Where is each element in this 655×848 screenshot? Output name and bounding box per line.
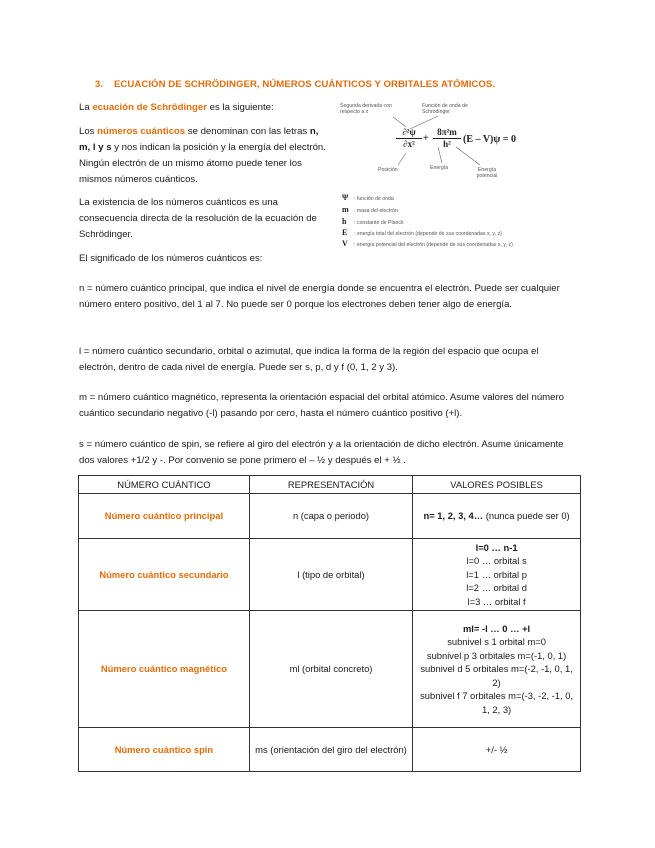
table-row [79, 611, 581, 728]
row-name: Número cuántico secundario [79, 539, 250, 611]
schrodinger-equation-figure: Segunda derivada con respecto a x Función de onda de Schrödinger ∂²ψ ∂x² + 8π²m h² (E – V)ψ = 0 Posición Energía Energía potencial Ψ : función de onda m : masa del electrón h : constante de Planck E : energía total del electrón (depende de sus coordenadas x, y, z) V : energía potencial del electrón (depende de sus coordenadas x, y, z) [338, 101, 570, 253]
label-second-derivative: Segunda derivada con respecto a x [340, 103, 392, 115]
legend-h: h : constante de Planck [342, 217, 404, 226]
legend-v: V : energía potencial del electrón (depende de sus coordenadas x, y, z) [342, 239, 513, 248]
schrodinger-link-text: ecuación de Schrödinger [92, 102, 207, 113]
header-quantum-number: NÚMERO CUÁNTICO [79, 476, 250, 494]
row-values: n= 1, 2, 3, 4… (nunca puede ser 0) [413, 494, 581, 539]
table-row [79, 728, 581, 772]
label-energy: Energía [430, 165, 449, 171]
label-position: Posición [378, 167, 398, 173]
row-values: +/- ½ [413, 728, 581, 772]
header-possible-values: VALORES POSIBLES [413, 476, 581, 494]
quantum-numbers-highlight: números cuánticos [97, 126, 186, 137]
equation-coefficient: 8π²m h² [433, 127, 461, 149]
table-row [79, 539, 581, 611]
table-header-row [79, 476, 581, 494]
row-representation: ml (orbital concreto) [249, 611, 412, 728]
row-name: Número cuántico spin [79, 728, 250, 772]
quantum-numbers-paragraph: Los números cuánticos se denominan con las letras n, m, l y s y nos indican la posición y la energía del electrón. Ningún electrón de un mismo átomo puede tener los mismos números cuánticos. [79, 126, 326, 185]
definition-m: m = número cuántico magnético, representa la orientación espacial del orbital atómico. Asume valores del número cuántico secundario negativo (-l) pasando por cero, hasta el número cuántico positivo (+l). [79, 392, 565, 419]
equation-rest: (E – V)ψ = 0 [463, 134, 516, 145]
row-name: Número cuántico magnético [79, 611, 250, 728]
definition-l: l = número cuántico secundario, orbital o azimutal, que indica la forma de la región del espacio que ocupa el electrón, dentro de cada nivel de energía. Puede ser s, p, d y f (0, 1, 2 y 3). [79, 346, 539, 373]
section-title: ECUACIÓN DE SCHRÖDINGER, NÚMEROS CUÁNTICOS Y ORBITALES ATÓMICOS. [113, 79, 496, 90]
row-values: ml= -l … 0 … +l subnivel s 1 orbital m=0 subnivel p 3 orbitales m=(-1, 0, 1) subnivel d 5 orbitales m=(-2, -1, 0, 1, 2) subnivel f 7 orbitales m=(-3, -2, -1, 0, 1, 2, 3) [413, 611, 581, 728]
row-representation: l (tipo de orbital) [249, 539, 412, 611]
row-name: Número cuántico principal [79, 494, 250, 539]
equation-lhs: ∂²ψ ∂x² [396, 127, 422, 149]
meaning-intro: El significado de los números cuánticos es: [79, 253, 263, 264]
label-wave-function: Función de onda de Schrödinger [422, 103, 468, 115]
intro-paragraph: La ecuación de Schrödinger es la siguiente: [79, 102, 274, 113]
row-representation: ms (orientación del giro del electrón) [249, 728, 412, 772]
existence-paragraph: La existencia de los números cuánticos es una consecuencia directa de la resolución de la ecuación de Schrödinger. [79, 197, 317, 240]
header-representation: REPRESENTACIÓN [249, 476, 412, 494]
row-values: l=0 … n-1 l=0 … orbital s l=1 … orbital p l=2 … orbital d l=3 … orbital f [413, 539, 581, 611]
section-number: 3. [95, 79, 104, 90]
quantum-numbers-table [78, 475, 581, 772]
label-potential-energy: Energía potencial [476, 167, 498, 179]
row-representation: n (capa o periodo) [249, 494, 412, 539]
definition-s: s = número cuántico de spin, se refiere al giro del electrón y a la orientación de dicho electrón. Asume únicamente dos valores +1/2 y -. Por convenio se pone primero el – ½ y después el + ½ . [79, 439, 564, 466]
legend-psi: Ψ : función de onda [342, 193, 394, 202]
definition-n: n = número cuántico principal, que indica el nivel de energía donde se encuentra el electrón. Puede ser cualquier número entero positivo, del 1 al 7. No puede ser 0 porque los electrones deben tener algo de energía. [79, 283, 560, 310]
legend-m: m : masa del electrón [342, 205, 398, 214]
table-row [79, 494, 581, 539]
legend-e: E : energía total del electrón (depende de sus coordenadas x, y, z) [342, 228, 502, 237]
section-heading [95, 79, 495, 90]
